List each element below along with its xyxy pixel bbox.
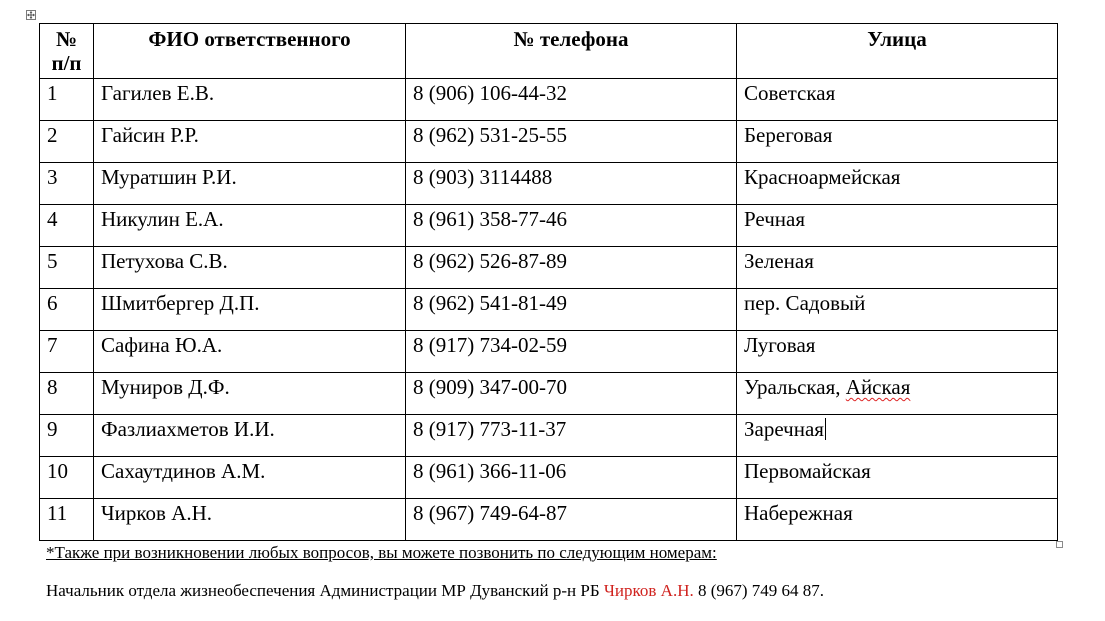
cell-street[interactable]	[737, 373, 1058, 415]
header-name[interactable]: ФИО ответственного	[94, 24, 406, 79]
cell-phone[interactable]: 8 (967) 749-64-87	[406, 499, 737, 541]
header-number[interactable]: № п/п	[40, 24, 94, 79]
table-row	[40, 247, 1058, 289]
table-move-handle[interactable]	[26, 10, 36, 20]
cell-number[interactable]: 11	[40, 499, 94, 541]
cell-phone[interactable]: 8 (961) 366-11-06	[406, 457, 737, 499]
chief-contact-line	[46, 580, 824, 602]
street-text: Заречная	[744, 417, 824, 441]
table-row	[40, 79, 1058, 121]
cell-number[interactable]: 10	[40, 457, 94, 499]
header-street[interactable]: Улица	[737, 24, 1058, 79]
cell-name[interactable]: Сафина Ю.А.	[94, 331, 406, 373]
cell-name[interactable]: Фазлиахметов И.И.	[94, 415, 406, 457]
cell-number[interactable]: 2	[40, 121, 94, 163]
cell-street[interactable]: Зеленая	[737, 247, 1058, 289]
cell-phone[interactable]: 8 (961) 358-77-46	[406, 205, 737, 247]
header-phone[interactable]: № телефона	[406, 24, 737, 79]
cell-street[interactable]: Береговая	[737, 121, 1058, 163]
responsible-persons-table	[39, 23, 1058, 541]
table-row	[40, 289, 1058, 331]
cell-phone[interactable]: 8 (917) 773-11-37	[406, 415, 737, 457]
footnote: *Также при возникновении любых вопросов, вы можете позвонить по следующим номерам:	[46, 543, 717, 562]
cell-street[interactable]	[737, 415, 1058, 457]
cell-name[interactable]: Петухова С.В.	[94, 247, 406, 289]
cell-number[interactable]: 9	[40, 415, 94, 457]
move-icon	[27, 11, 35, 19]
table-row	[40, 373, 1058, 415]
table-row	[40, 415, 1058, 457]
cell-name[interactable]: Муратшин Р.И.	[94, 163, 406, 205]
table-resize-handle[interactable]	[1056, 541, 1063, 548]
table-row	[40, 457, 1058, 499]
table-row	[40, 121, 1058, 163]
chief-position: Начальник отдела жизнеобеспечения Администрации МР Дуванский р-н РБ	[46, 581, 604, 600]
cell-name[interactable]: Сахаутдинов А.М.	[94, 457, 406, 499]
chief-phone: 8 (967) 749 64 87.	[693, 581, 825, 600]
cell-phone[interactable]: 8 (903) 3114488	[406, 163, 737, 205]
cell-number[interactable]: 6	[40, 289, 94, 331]
cell-name[interactable]: Муниров Д.Ф.	[94, 373, 406, 415]
cell-phone[interactable]: 8 (909) 347-00-70	[406, 373, 737, 415]
table-row	[40, 331, 1058, 373]
table-row	[40, 163, 1058, 205]
table-row	[40, 205, 1058, 247]
chief-name: Чирков А.Н.	[603, 581, 694, 600]
cell-number[interactable]: 7	[40, 331, 94, 373]
cell-name[interactable]: Чирков А.Н.	[94, 499, 406, 541]
text-cursor	[825, 418, 826, 440]
street-text: Уральская,	[744, 375, 846, 399]
table-row	[40, 499, 1058, 541]
cell-street[interactable]: Луговая	[737, 331, 1058, 373]
cell-name[interactable]: Гайсин Р.Р.	[94, 121, 406, 163]
cell-name[interactable]: Никулин Е.А.	[94, 205, 406, 247]
cell-street[interactable]: пер. Садовый	[737, 289, 1058, 331]
cell-phone[interactable]: 8 (906) 106-44-32	[406, 79, 737, 121]
cell-street[interactable]: Набережная	[737, 499, 1058, 541]
cell-phone[interactable]: 8 (962) 541-81-49	[406, 289, 737, 331]
cell-phone[interactable]: 8 (962) 531-25-55	[406, 121, 737, 163]
cell-phone[interactable]: 8 (962) 526-87-89	[406, 247, 737, 289]
cell-street[interactable]: Первомайская	[737, 457, 1058, 499]
cell-number[interactable]: 3	[40, 163, 94, 205]
cell-phone[interactable]: 8 (917) 734-02-59	[406, 331, 737, 373]
cell-name[interactable]: Шмитбергер Д.П.	[94, 289, 406, 331]
cell-number[interactable]: 8	[40, 373, 94, 415]
cell-number[interactable]: 4	[40, 205, 94, 247]
cell-name[interactable]: Гагилев Е.В.	[94, 79, 406, 121]
cell-number[interactable]: 1	[40, 79, 94, 121]
cell-street[interactable]: Речная	[737, 205, 1058, 247]
cell-street[interactable]: Красноармейская	[737, 163, 1058, 205]
cell-street[interactable]: Советская	[737, 79, 1058, 121]
cell-number[interactable]: 5	[40, 247, 94, 289]
table-header-row	[40, 24, 1058, 79]
spellcheck-flagged-word[interactable]: Айская	[845, 375, 911, 399]
